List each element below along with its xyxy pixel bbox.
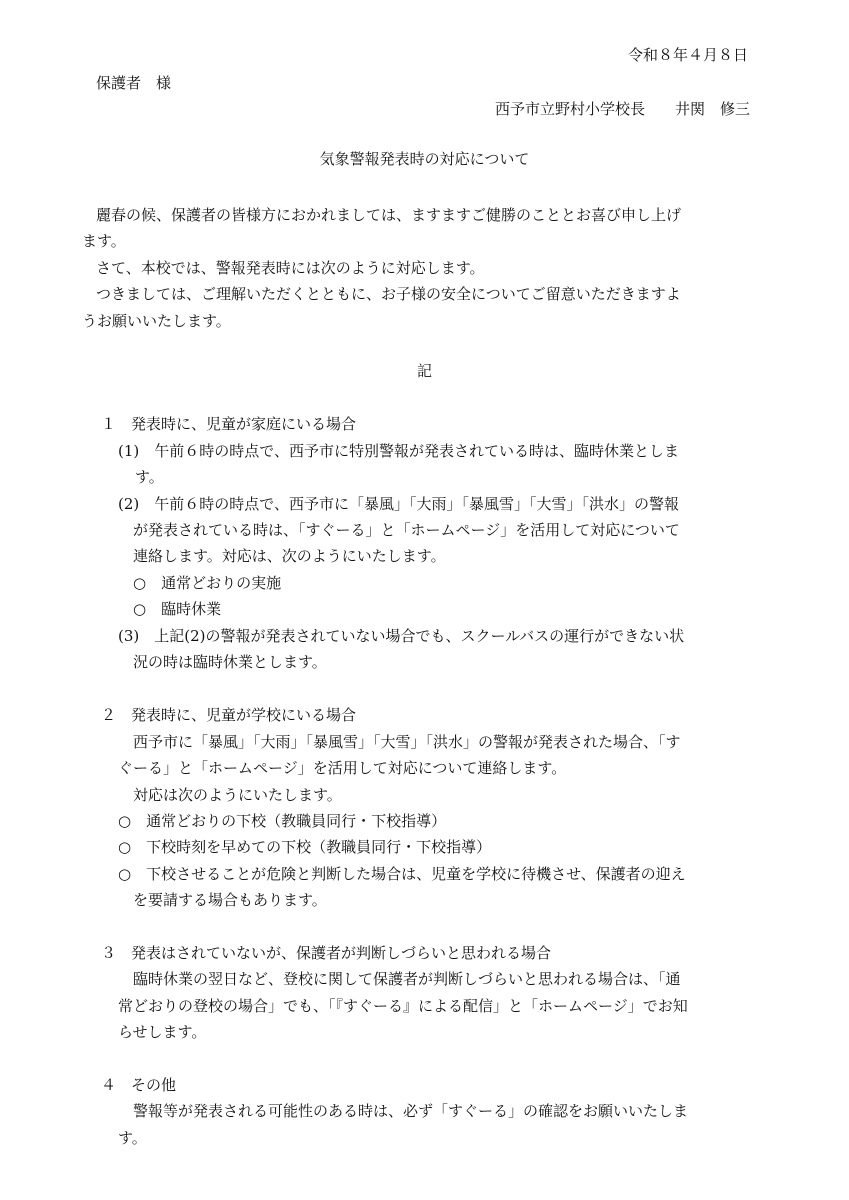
section-3-line-1: 臨時休業の翌日など、登校に関して保護者が判断しづらいと思われる場合は、「通 <box>133 970 681 988</box>
intro-paragraph-3-line-2: うお願いいたします。 <box>82 312 231 330</box>
section-1-option-2: ○ 臨時休業 <box>133 600 222 618</box>
section-2-option-3-line-1: ○ 下校させることが危険と判断した場合は、児童を学校に待機させ、保護者の迎え <box>118 865 686 883</box>
section-1-item-3-line-2: 況の時は臨時休業とします。 <box>133 653 327 671</box>
section-2-option-3-line-2: を要請する場合もあります。 <box>133 891 327 909</box>
section-1-option-1: ○ 通常どおりの実施 <box>133 574 282 592</box>
section-3-heading: ３ 発表はされていないが、保護者が判断しづらいと思われる場合 <box>101 944 552 962</box>
section-2-line-3: 対応は次のようにいたします。 <box>133 786 342 804</box>
section-2-option-1: ○ 通常どおりの下校（教職員同行・下校指導） <box>118 812 447 830</box>
section-1-item-2-line-2: が発表されている時は、「すぐーる」と「ホームページ」を活用して対応について <box>133 521 680 539</box>
section-4-line-1: 警報等が発表される可能性のある時は、必ず「すぐーる」の確認をお願いいたしま <box>133 1102 689 1120</box>
section-3-line-2: 常どおりの登校の場合」でも、「『すぐーる』による配信」と「ホームページ」でお知 <box>118 997 688 1015</box>
document-title: 気象警報発表時の対応について <box>319 150 530 168</box>
section-2-line-2: ぐーる」と「ホームページ」を活用して対応について連絡します。 <box>118 759 567 777</box>
greeting-line-2: ます。 <box>82 232 126 250</box>
section-1-item-3-line-1: (3) 上記(2)の警報が発表されていない場合でも、スクールバスの運行ができない状 <box>118 627 685 645</box>
section-1-item-2-line-3: 連絡します。対応は、次のようにいたします。 <box>133 547 446 565</box>
section-2-option-2: ○ 下校時刻を早めての下校（教職員同行・下校指導） <box>118 838 492 856</box>
section-2-heading: ２ 発表時に、児童が学校にいる場合 <box>101 706 357 724</box>
intro-paragraph-2: さて、本校では、警報発表時には次のように対応します。 <box>96 259 485 277</box>
recipient: 保護者 様 <box>96 74 172 92</box>
section-2-line-1: 西予市に「暴風」「大雨」「暴風雪」「大雪」「洪水」の警報が発表された場合、「す <box>133 733 681 751</box>
document-date: 令和８年４月８日 <box>627 46 748 64</box>
section-1-item-1-line-1: (1) 午前６時の時点で、西予市に特別警報が発表されている時は、臨時休業としま <box>118 442 679 460</box>
section-1-item-1-line-2: す。 <box>135 468 164 486</box>
ki-marker: 記 <box>416 362 432 380</box>
section-1-item-2-line-1: (2) 午前６時の時点で、西予市に「暴風」「大雨」「暴風雪」「大雪」「洪水」の警報 <box>118 495 679 513</box>
intro-paragraph-3-line-1: つきましては、ご理解いただくとともに、お子様の安全についてご留意いただきますよ <box>96 285 681 303</box>
sender: 西予市立野村小学校長 井関 修三 <box>494 100 750 118</box>
section-3-line-3: らせします。 <box>118 1023 207 1041</box>
section-4-line-2: す。 <box>118 1129 147 1147</box>
section-4-heading: ４ その他 <box>101 1076 177 1094</box>
greeting-line-1: 麗春の候、保護者の皆様方におかれましては、ますますご健勝のこととお喜び申し上げ <box>96 206 682 224</box>
section-1-heading: １ 発表時に、児童が家庭にいる場合 <box>101 415 357 433</box>
